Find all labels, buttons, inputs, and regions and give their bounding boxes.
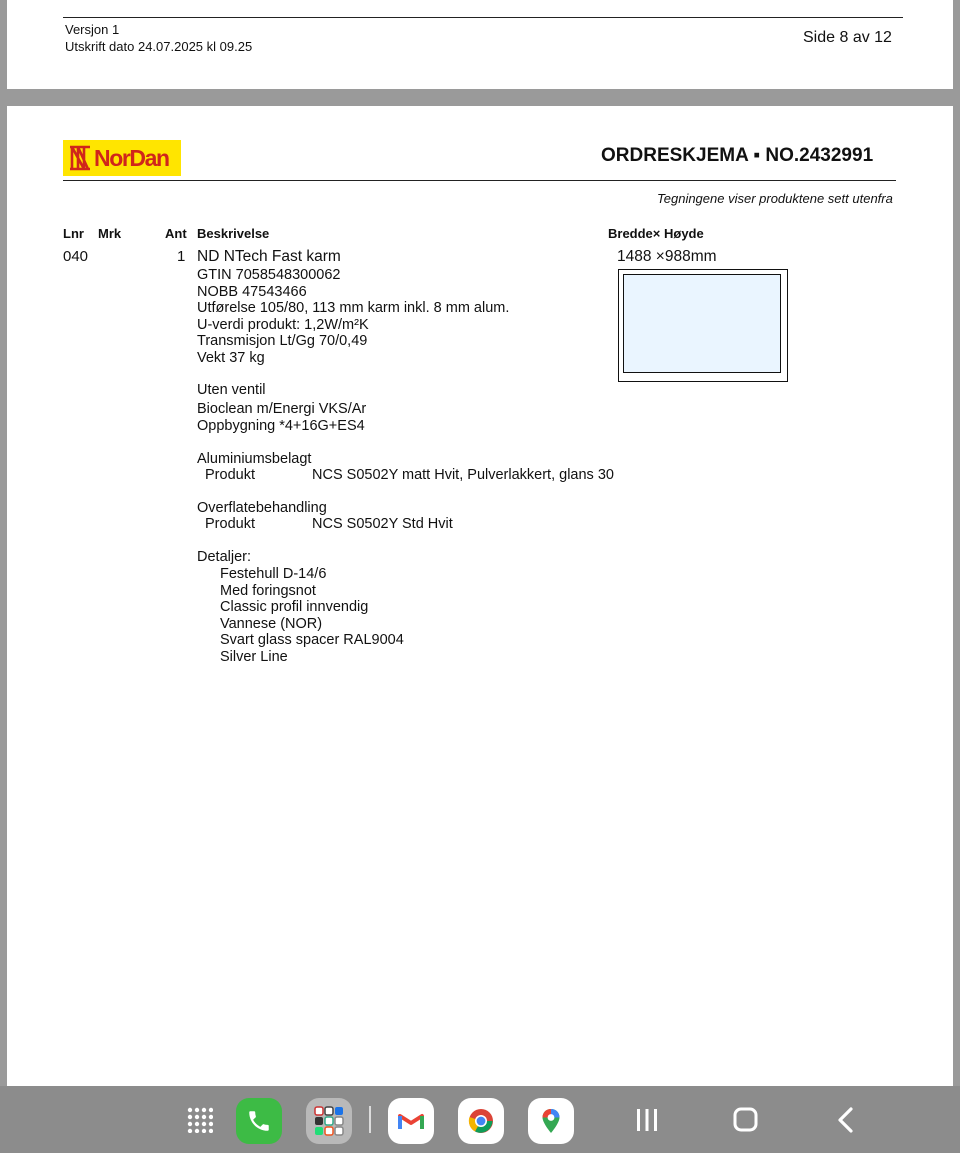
- detail-item: Silver Line: [220, 648, 288, 665]
- phone-icon: [246, 1108, 272, 1134]
- option-line: Uten ventil: [197, 382, 266, 398]
- window-drawing: [618, 269, 788, 382]
- column-ant: Ant: [165, 226, 187, 241]
- item-dimension: 1488 ×988mm: [617, 248, 717, 265]
- navigation-bar: [0, 1086, 960, 1153]
- document-title: ORDRESKJEMA ▪ NO.2432991: [601, 145, 874, 166]
- item-options: [197, 401, 366, 434]
- column-dimension: Bredde× Høyde: [608, 226, 704, 241]
- spec-line: Transmisjon Lt/Gg 70/0,49: [197, 333, 368, 350]
- chrome-app-button[interactable]: [458, 1098, 504, 1144]
- header-rule: [63, 180, 896, 181]
- print-date: Utskrift dato 24.07.2025 kl 09.25: [65, 39, 253, 54]
- order-form-page: [7, 106, 953, 1106]
- dock-divider: [369, 1106, 371, 1133]
- detail-item: Svart glass spacer RAL9004: [220, 632, 404, 649]
- aluminium-value: NCS S0502Y matt Hvit, Pulverlakkert, glans 30: [312, 467, 614, 483]
- detail-item: Vannese (NOR): [220, 615, 323, 632]
- column-mrk: Mrk: [98, 226, 122, 241]
- detail-item: Med foringsnot: [220, 582, 316, 599]
- nordan-logo: [63, 140, 181, 176]
- apps-grid-icon[interactable]: [187, 1107, 213, 1133]
- aluminium-heading: Aluminiumsbelagt: [197, 451, 312, 467]
- gmail-icon: [398, 1111, 424, 1131]
- details-list: [220, 566, 404, 666]
- spec-line: GTIN 7058548300062: [197, 267, 341, 283]
- spec-line: NOBB 47543466: [197, 283, 307, 300]
- option-line: Oppbygning *4+16G+ES4: [197, 417, 365, 434]
- home-icon[interactable]: [733, 1107, 758, 1132]
- page-number: Side 8 av 12: [803, 29, 892, 46]
- app-folder-icon: [313, 1105, 345, 1137]
- spec-line: Vekt 37 kg: [197, 349, 265, 366]
- option-line: Bioclean m/Energi VKS/Ar: [197, 401, 367, 417]
- item-lnr: 040: [63, 248, 89, 265]
- phone-app-button[interactable]: [236, 1098, 282, 1144]
- surface-value: NCS S0502Y Std Hvit: [312, 516, 453, 532]
- footer-rule: [63, 17, 903, 18]
- item-ant: 1: [177, 248, 186, 265]
- recents-icon[interactable]: [636, 1108, 658, 1132]
- detail-item: Classic profil innvendig: [220, 599, 369, 616]
- item-specs: [197, 267, 509, 367]
- spec-line: Utførelse 105/80, 113 mm karm inkl. 8 mm alum.: [197, 300, 510, 317]
- gmail-app-button[interactable]: [388, 1098, 434, 1144]
- logo-text: NorDan: [94, 144, 169, 171]
- maps-app-button[interactable]: [528, 1098, 574, 1144]
- surface-heading: Overflatebehandling: [197, 500, 327, 516]
- drawing-note: Tegningene viser produktene sett utenfra: [657, 191, 893, 206]
- maps-icon: [541, 1108, 561, 1134]
- back-icon[interactable]: [836, 1107, 854, 1133]
- details-heading: Detaljer:: [197, 549, 251, 565]
- app-folder-button[interactable]: [306, 1098, 352, 1144]
- item-name: ND NTech Fast karm: [197, 248, 341, 265]
- column-beskrivelse: Beskrivelse: [197, 226, 270, 241]
- detail-item: Festehull D-14/6: [220, 566, 327, 582]
- surface-label: Produkt: [205, 516, 255, 532]
- spec-line: U-verdi produkt: 1,2W/m²K: [197, 316, 369, 333]
- aluminium-label: Produkt: [205, 467, 255, 483]
- column-lnr: Lnr: [63, 226, 84, 241]
- previous-page: [7, 0, 953, 89]
- version-label: Versjon 1: [65, 22, 120, 37]
- window-glass: [623, 274, 781, 373]
- nordan-logo-mark-icon: [68, 144, 92, 172]
- chrome-icon: [468, 1108, 494, 1134]
